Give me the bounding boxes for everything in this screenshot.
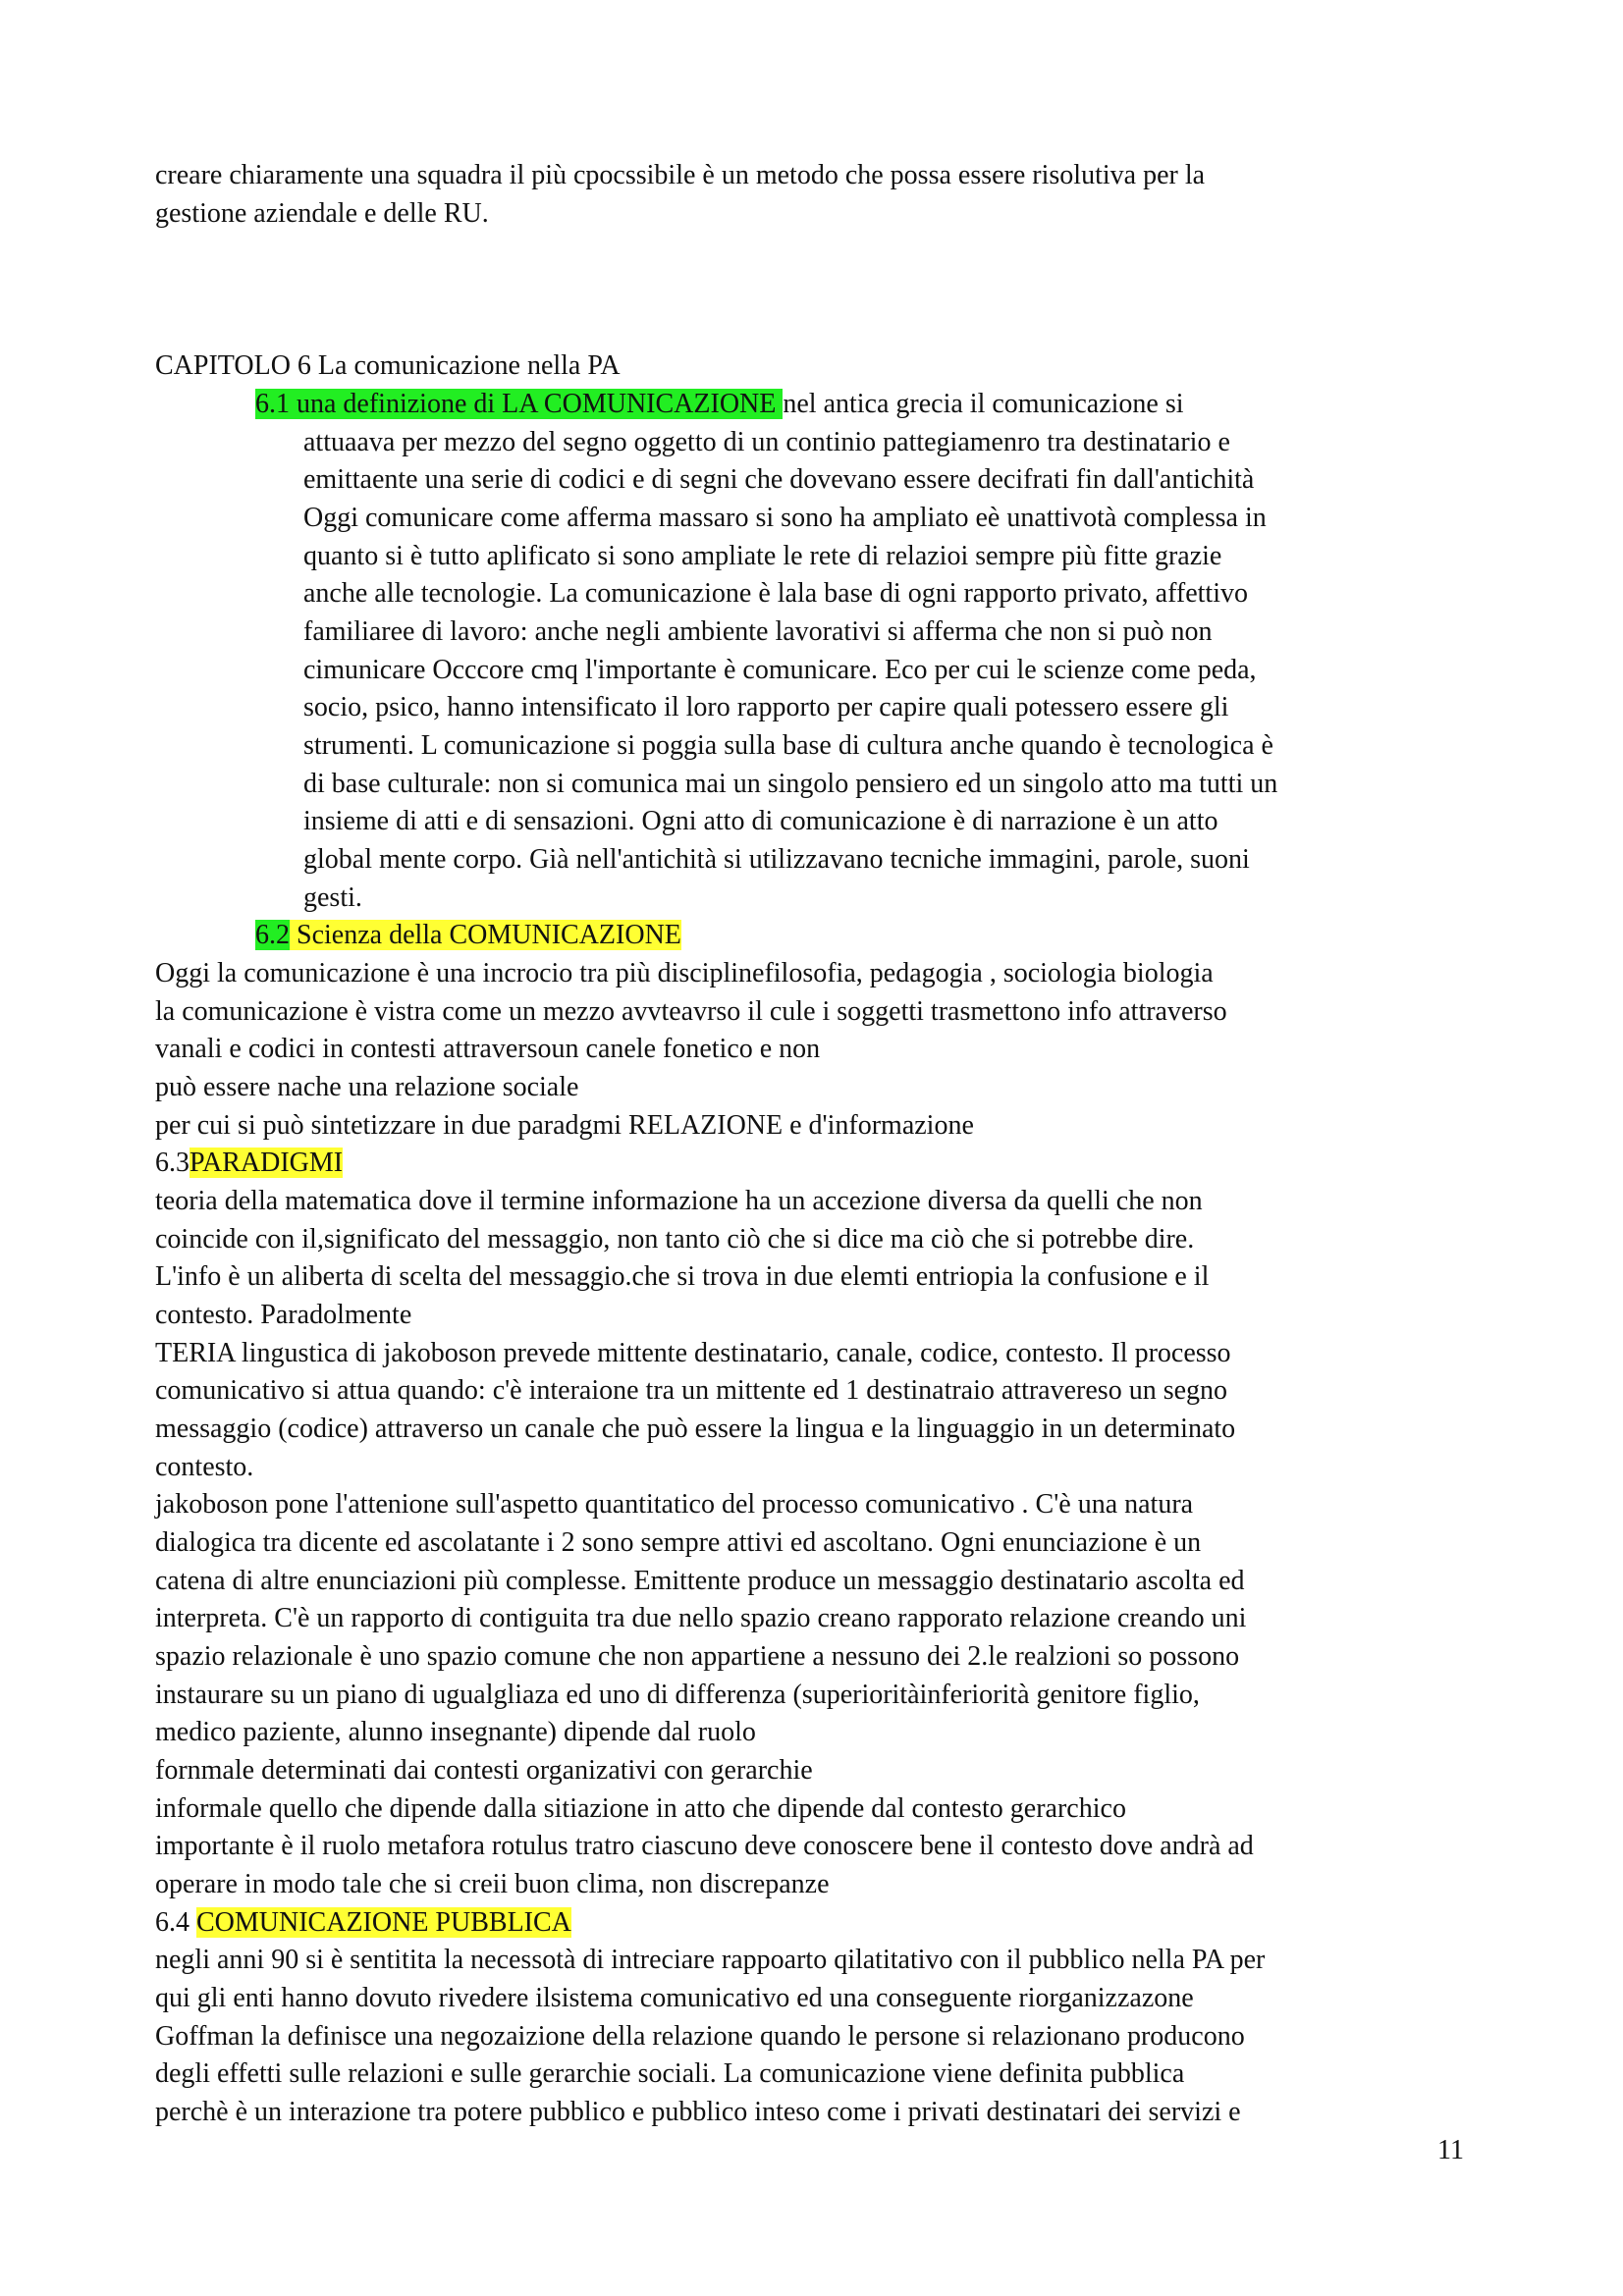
- section-6-3-heading: [155, 1145, 343, 1182]
- paragraph-line: la comunicazione è vistra come un mezzo avvteavrso il cule i soggetti trasmettono info attraverso: [155, 996, 1227, 1027]
- paragraph-line: degli effetti sulle relazioni e sulle gerarchie sociali. La comunicazione viene definita pubblica: [155, 2058, 1185, 2089]
- section-6-4-title: COMUNICAZIONE PUBBLICA: [196, 1907, 571, 1938]
- section-6-2-heading: [255, 917, 681, 954]
- paragraph-line: comunicativo si attua quando: c'è interaione tra un mittente ed 1 destinatraio attravereso un segno: [155, 1375, 1228, 1406]
- paragraph-line: strumenti. L comunicazione si poggia sulla base di cultura anche quando è tecnologica è: [303, 730, 1273, 761]
- paragraph-line: cimunicare Occcore cmq l'importante è comunicare. Eco per cui le scienze come peda,: [303, 655, 1257, 685]
- paragraph-line: L'info è un aliberta di scelta del messaggio.che si trova in due elemti entriopia la confusione e il: [155, 1261, 1210, 1292]
- paragraph-line: quanto si è tutto aplificato si sono ampliate le rete di relazioi sempre più fitte grazie: [303, 541, 1222, 571]
- section-6-4-number: 6.4: [155, 1907, 196, 1938]
- paragraph-line: socio, psico, hanno intensificato il loro rapporto per capire quali potessero essere gli: [303, 692, 1229, 722]
- paragraph-line: medico paziente, alunno insegnante) dipende dal ruolo: [155, 1717, 756, 1747]
- section-6-3-number: 6.3: [155, 1148, 189, 1178]
- paragraph-line: vanali e codici in contesti attraversoun canele fonetico e non: [155, 1034, 821, 1064]
- paragraph-line: catena di altre enunciazioni più complesse. Emittente produce un messaggio destinatario ascolta ed: [155, 1566, 1245, 1596]
- paragraph-line: instaurare su un piano di ugualgliaza ed uno di differenza (superioritàinferiorità genitore figlio,: [155, 1680, 1200, 1710]
- section-6-1-first-line-rest: nel antica grecia il comunicazione si: [783, 389, 1184, 419]
- section-6-4-heading: [155, 1904, 571, 1942]
- paragraph-line: negli anni 90 si è sentitita la necessotà di intreciare rappoarto qilatitativo con il pubblico nella PA per: [155, 1945, 1266, 1975]
- paragraph-line: TERIA lingustica di jakoboson prevede mittente destinatario, canale, codice, contesto. Il processo: [155, 1338, 1231, 1368]
- paragraph-line: global mente corpo. Già nell'antichità si utilizzavano tecniche immagini, parole, suoni: [303, 844, 1250, 875]
- paragraph-line: operare in modo tale che si creii buon clima, non discrepanze: [155, 1869, 830, 1899]
- paragraph-line: anche alle tecnologie. La comunicazione è lala base di ogni rapporto privato, affettivo: [303, 578, 1248, 609]
- section-6-1-number: 6.1: [255, 389, 290, 419]
- paragraph-line: coincide con il,significato del messaggio, non tanto ciò che si dice ma ciò che si potrebbe dire.: [155, 1224, 1195, 1255]
- paragraph-line: Goffman la definisce una negozaizione della relazione quando le persone si relazionano producono: [155, 2021, 1245, 2052]
- section-6-2-title: Scienza della COMUNICAZIONE: [290, 920, 681, 950]
- paragraph-line: jakoboson pone l'attenione sull'aspetto quantitatico del processo comunicativo . C'è una natura: [155, 1489, 1194, 1520]
- section-6-1-title: una definizione di LA COMUNICAZIONE: [290, 389, 784, 419]
- paragraph-line: teoria della matematica dove il termine informazione ha un accezione diversa da quelli che non: [155, 1186, 1203, 1216]
- page-number: 11: [1437, 2135, 1464, 2165]
- paragraph-line: per cui si può sintetizzare in due paradgmi RELAZIONE e d'informazione: [155, 1110, 974, 1141]
- paragraph-line: messaggio (codice) attraverso un canale che può essere la lingua e la linguaggio in un determinato: [155, 1414, 1236, 1444]
- paragraph-line: qui gli enti hanno dovuto rivedere ilsistema comunicativo ed una conseguente riorganizzazone: [155, 1983, 1194, 2013]
- section-6-3-title: PARADIGMI: [189, 1148, 344, 1178]
- intro-line: creare chiaramente una squadra il più cpocssibile è un metodo che possa essere risolutiva per la: [155, 160, 1206, 190]
- paragraph-line: familiaree di lavoro: anche negli ambiente lavorativi si afferma che non si può non: [303, 616, 1213, 647]
- paragraph-line: Oggi la comunicazione è una incrocio tra più disciplinefilosofia, pedagogia , sociologia biologia: [155, 958, 1214, 988]
- paragraph-line: perchè è un interazione tra potere pubblico e pubblico inteso come i privati destinatari dei servizi e: [155, 2097, 1241, 2127]
- paragraph-line: Oggi comunicare come afferma massaro si sono ha ampliato eè unattivotà complessa in: [303, 503, 1267, 533]
- paragraph-line: contesto.: [155, 1452, 254, 1482]
- section-6-2-number: 6.2: [255, 920, 290, 950]
- paragraph-line: emittaente una serie di codici e di segni che dovevano essere decifrati fin dall'antichità: [303, 464, 1255, 495]
- paragraph-line: informale quello che dipende dalla sitiazione in atto che dipende dal contesto gerarchico: [155, 1793, 1126, 1824]
- paragraph-line: può essere nache una relazione sociale: [155, 1072, 579, 1102]
- section-6-1-heading: [255, 386, 1184, 423]
- paragraph-line: spazio relazionale è uno spazio comune che non appartiene a nessuno dei 2.le realzioni so possono: [155, 1641, 1240, 1672]
- intro-line: gestione aziendale e delle RU.: [155, 198, 489, 229]
- paragraph-line: di base culturale: non si comunica mai un singolo pensiero ed un singolo atto ma tutti un: [303, 769, 1278, 799]
- paragraph-line: gesti.: [303, 882, 362, 913]
- paragraph-line: dialogica tra dicente ed ascolatante i 2 sono sempre attivi ed ascoltano. Ogni enunciazione è un: [155, 1527, 1202, 1558]
- paragraph-line: interpreta. C'è un rapporto di contiguita tra due nello spazio creano rapporato relazione creando uni: [155, 1603, 1247, 1633]
- paragraph-line: insieme di atti e di sensazioni. Ogni atto di comunicazione è di narrazione è un atto: [303, 806, 1218, 836]
- chapter-title: CAPITOLO 6 La comunicazione nella PA: [155, 350, 621, 381]
- paragraph-line: fornmale determinati dai contesti organizativi con gerarchie: [155, 1755, 813, 1786]
- paragraph-line: attuaava per mezzo del segno oggetto di un continio pattegiamenro tra destinatario e: [303, 427, 1230, 457]
- paragraph-line: contesto. Paradolmente: [155, 1300, 412, 1330]
- paragraph-line: importante è il ruolo metafora rotulus tratro ciascuno deve conoscere bene il contesto dove andrà ad: [155, 1831, 1254, 1861]
